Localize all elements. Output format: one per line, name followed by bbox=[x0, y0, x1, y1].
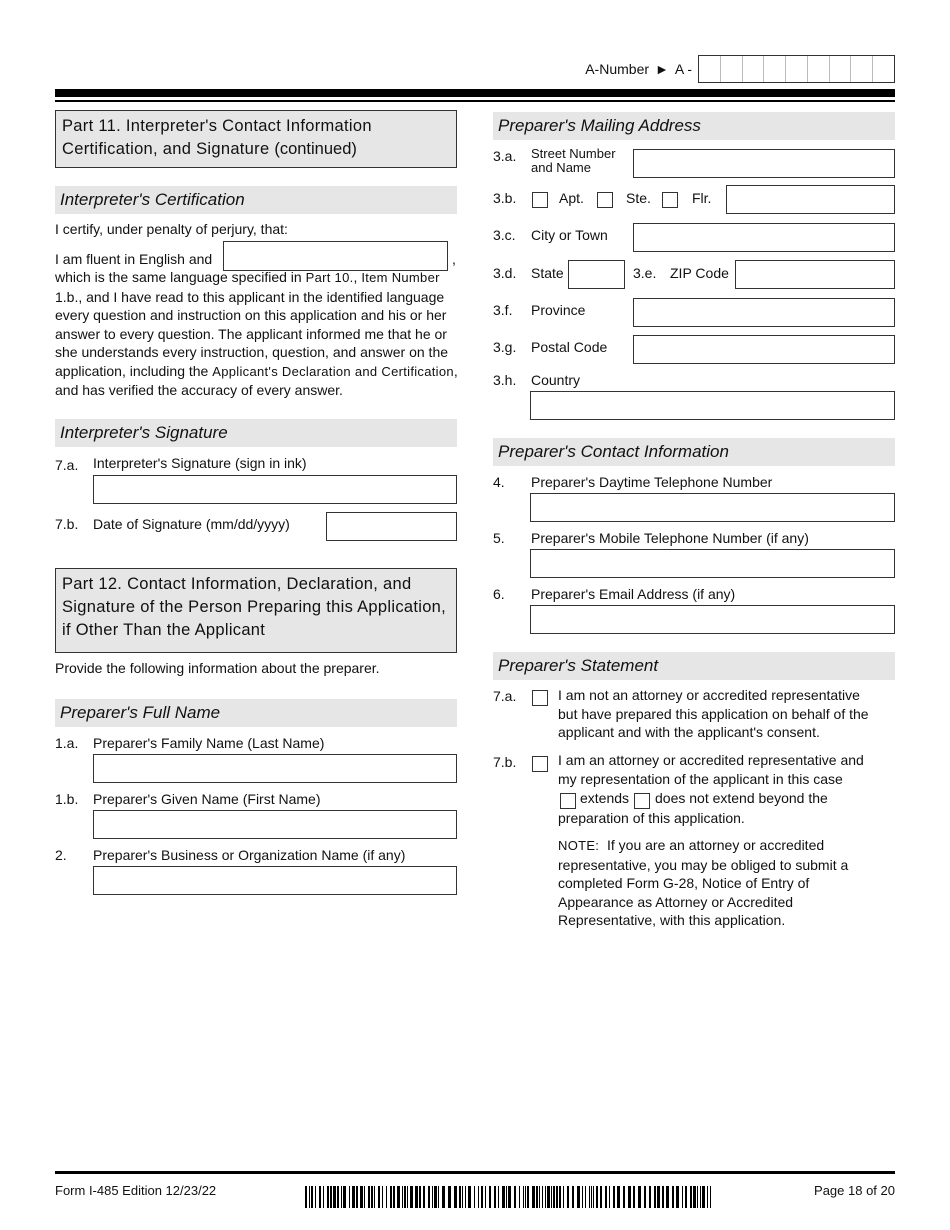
a-number-prefix: A - bbox=[674, 61, 692, 77]
q3a-label: Street Number and Name bbox=[531, 146, 616, 175]
q1b-number: 1.b. bbox=[55, 791, 79, 807]
a-number-header bbox=[585, 55, 895, 83]
top-divider-line bbox=[55, 100, 895, 102]
s7b-text: I am an attorney or accredited representative and my representation of the applicant in this case bbox=[558, 752, 864, 787]
s7b-number: 7.b. bbox=[493, 754, 517, 770]
signature-section-title: Interpreter's Signature bbox=[55, 419, 457, 447]
note-label: NOTE: bbox=[558, 838, 600, 853]
provide-text: Provide the following information about the preparer. bbox=[55, 660, 380, 676]
q3e-number: 3.e. bbox=[633, 265, 657, 281]
contact-section-title: Preparer's Contact Information bbox=[493, 438, 895, 466]
q3b-number: 3.b. bbox=[493, 190, 517, 206]
page-number: Page 18 of 20 bbox=[814, 1183, 895, 1198]
q3a-number: 3.a. bbox=[493, 148, 517, 164]
q4-number: 4. bbox=[493, 474, 505, 490]
ste-label: Ste. bbox=[626, 190, 651, 206]
q7a-number: 7.a. bbox=[55, 457, 79, 473]
business-name-input[interactable] bbox=[93, 866, 457, 895]
q7a-label: Interpreter's Signature (sign in ink) bbox=[93, 455, 307, 471]
q5-label: Preparer's Mobile Telephone Number (if any) bbox=[531, 530, 809, 546]
q4-label: Preparer's Daytime Telephone Number bbox=[531, 474, 773, 490]
attorney-checkbox[interactable] bbox=[532, 756, 548, 772]
not-attorney-checkbox[interactable] bbox=[532, 690, 548, 706]
q1a-number: 1.a. bbox=[55, 735, 79, 751]
family-name-input[interactable] bbox=[93, 754, 457, 783]
note-block bbox=[558, 836, 868, 930]
city-input[interactable] bbox=[633, 223, 895, 252]
fluent-prefix: I am fluent in English and bbox=[55, 251, 213, 267]
a-number-label: A-Number bbox=[585, 61, 650, 77]
part11-title: Part 11. Interpreter's Contact Information Certification, and Signature bbox=[62, 117, 372, 158]
province-input[interactable] bbox=[633, 298, 895, 327]
cert-intro: I certify, under penalty of perjury, that: bbox=[55, 221, 288, 237]
top-divider-bar bbox=[55, 89, 895, 97]
barcode-image bbox=[305, 1186, 713, 1208]
note-text: If you are an attorney or accredited representative, you may be obliged to submit a completed Form G-28, Notice of Entry of Appearance as Attorney or Accredited Representative, with this application. bbox=[558, 837, 849, 928]
given-name-input[interactable] bbox=[93, 810, 457, 839]
country-input[interactable] bbox=[530, 391, 895, 420]
not-extend-checkbox[interactable] bbox=[634, 793, 650, 809]
interpreter-signature-field[interactable] bbox=[93, 475, 457, 504]
bottom-divider-bar bbox=[55, 1171, 895, 1174]
q2-label: Preparer's Business or Organization Name (if any) bbox=[93, 847, 406, 863]
flr-label: Flr. bbox=[692, 190, 712, 206]
q6-number: 6. bbox=[493, 586, 505, 602]
mailing-section-title: Preparer's Mailing Address bbox=[493, 112, 895, 140]
arrow-icon: ► bbox=[655, 61, 669, 77]
q6-label: Preparer's Email Address (if any) bbox=[531, 586, 736, 602]
flr-checkbox[interactable] bbox=[662, 192, 678, 208]
q3f-number: 3.f. bbox=[493, 302, 513, 318]
part12-header: Part 12. Contact Information, Declaration, and Signature of the Person Preparing this Application, if Other Than the Applicant bbox=[55, 568, 457, 653]
q2-number: 2. bbox=[55, 847, 67, 863]
zip-code-input[interactable] bbox=[735, 260, 895, 289]
cert-paragraph: which is the same language specified in Part 10., Item Number 1.b., and I have read to this applicant in the identified language every question and instruction on this application and his or her answer to every question. The applicant informed me that he or she understands every instruction, question, and answer on the application, including the Applicant's Declaration and Certification, and has verified the accuracy of every answer. bbox=[55, 269, 458, 398]
q7b-label: Date of Signature (mm/dd/yyyy) bbox=[93, 516, 290, 532]
daytime-phone-input[interactable] bbox=[530, 493, 895, 522]
mobile-phone-input[interactable] bbox=[530, 549, 895, 578]
q3d-number: 3.d. bbox=[493, 265, 517, 281]
q3g-label: Postal Code bbox=[531, 339, 608, 355]
signature-date-input[interactable] bbox=[326, 512, 457, 541]
q3e-label: ZIP Code bbox=[670, 265, 729, 281]
street-input[interactable] bbox=[633, 149, 895, 178]
a-number-input[interactable] bbox=[698, 55, 895, 83]
postal-code-input[interactable] bbox=[633, 335, 895, 364]
state-input[interactable] bbox=[568, 260, 625, 289]
apt-label: Apt. bbox=[559, 190, 584, 206]
q7b-number: 7.b. bbox=[55, 516, 79, 532]
extends-label: extends bbox=[580, 790, 630, 806]
q1b-label: Preparer's Given Name (First Name) bbox=[93, 791, 321, 807]
part11-continued: (continued) bbox=[274, 140, 357, 158]
q3f-label: Province bbox=[531, 302, 586, 318]
q1a-label: Preparer's Family Name (Last Name) bbox=[93, 735, 325, 751]
q3c-label: City or Town bbox=[531, 227, 608, 243]
email-input[interactable] bbox=[530, 605, 895, 634]
statement-section-title: Preparer's Statement bbox=[493, 652, 895, 680]
fluent-comma: , bbox=[452, 251, 456, 267]
unit-number-input[interactable] bbox=[726, 185, 895, 214]
ste-checkbox[interactable] bbox=[597, 192, 613, 208]
language-input[interactable] bbox=[223, 241, 448, 271]
full-name-section-title: Preparer's Full Name bbox=[55, 699, 457, 727]
extends-checkbox[interactable] bbox=[560, 793, 576, 809]
s7b-text-2: preparation of this application. bbox=[558, 810, 745, 826]
cert-section-title: Interpreter's Certification bbox=[55, 186, 457, 214]
left-column bbox=[55, 110, 457, 910]
s7a-number: 7.a. bbox=[493, 688, 517, 704]
q3g-number: 3.g. bbox=[493, 339, 517, 355]
q3h-label: Country bbox=[531, 372, 581, 388]
q3c-number: 3.c. bbox=[493, 227, 516, 243]
s7a-text: I am not an attorney or accredited representative but have prepared this application on behalf of the applicant and with the applicant's consent. bbox=[558, 687, 869, 740]
apt-checkbox[interactable] bbox=[532, 192, 548, 208]
form-id: Form I-485 Edition 12/23/22 bbox=[55, 1183, 217, 1198]
part11-header bbox=[55, 110, 457, 168]
q3d-label: State bbox=[531, 265, 564, 281]
q3h-number: 3.h. bbox=[493, 372, 517, 388]
right-column bbox=[493, 110, 895, 940]
q5-number: 5. bbox=[493, 530, 505, 546]
not-extend-label: does not extend beyond the bbox=[655, 790, 828, 806]
